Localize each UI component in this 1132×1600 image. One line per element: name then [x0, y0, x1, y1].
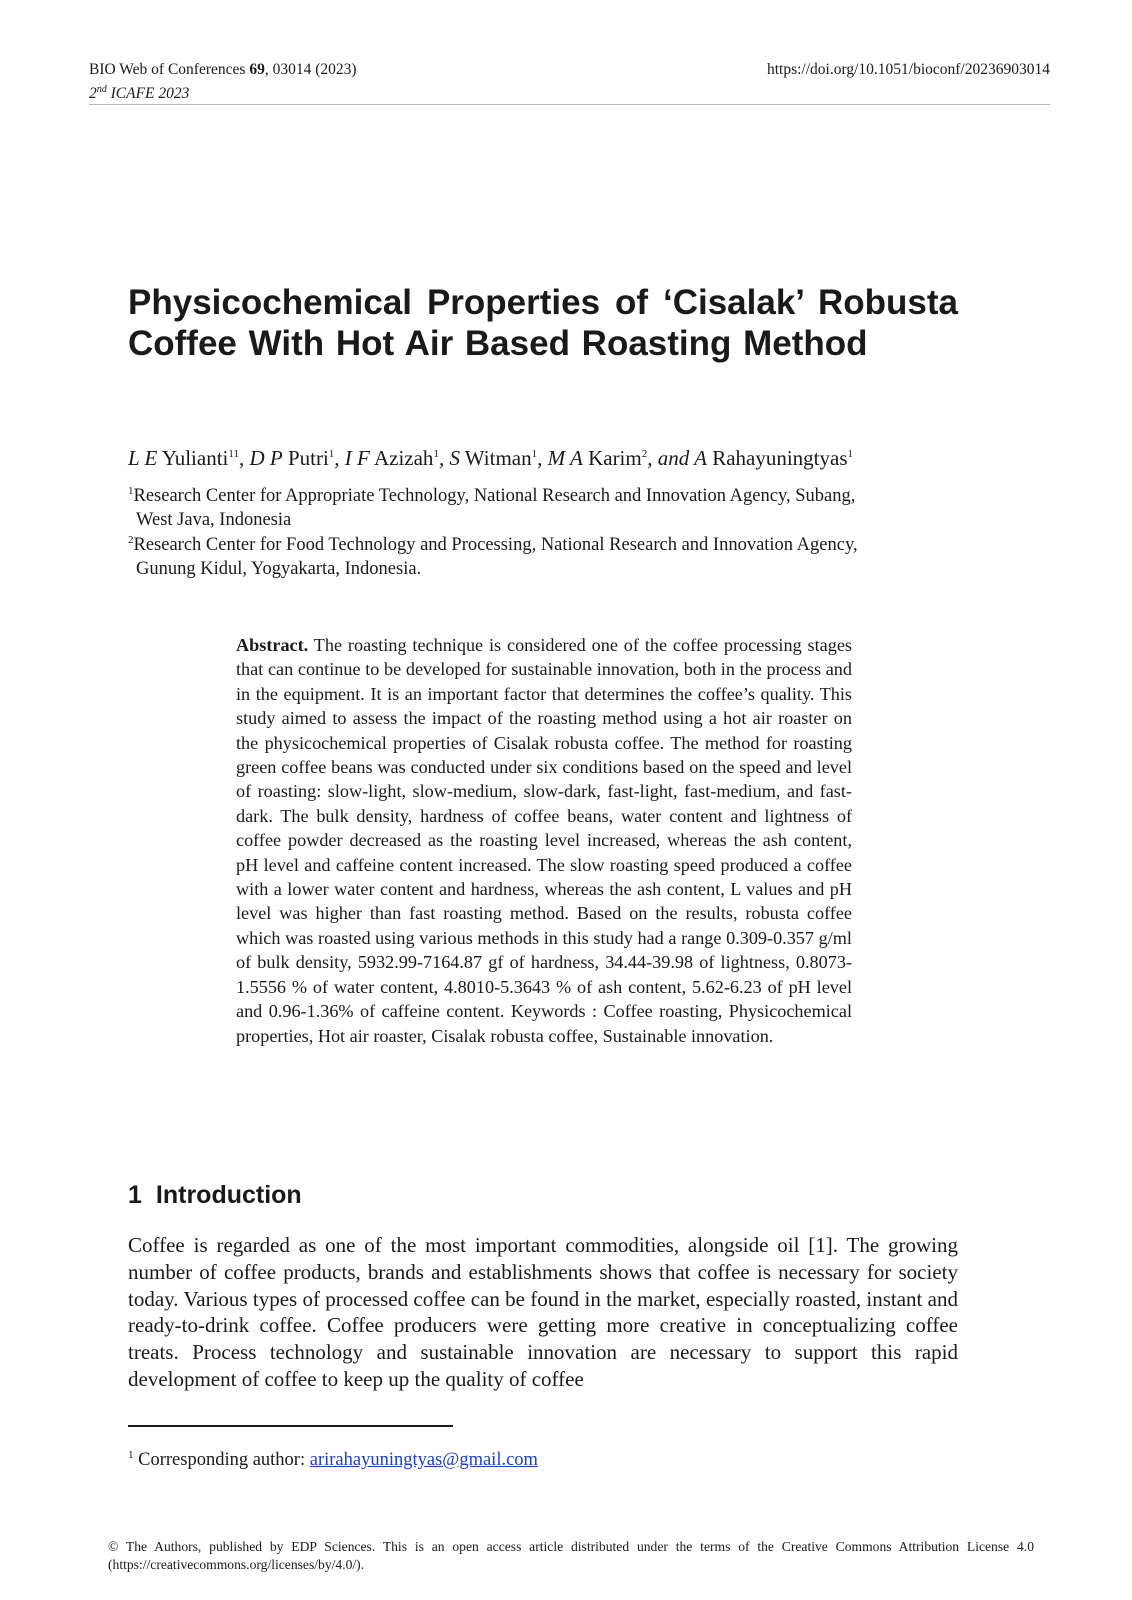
affiliation: $^2$Research Center for Food Technology and Processing, National Research and Innovation Agency, Gunung Kidul, Yogyakarta, Indonesia. — [128, 533, 858, 579]
author: L E Yulianti$^{11}$, — [128, 446, 250, 470]
conference-name: 2nd ICAFE 2023 — [89, 84, 190, 103]
doi-link[interactable]: https://doi.org/10.1051/bioconf/20236903014 — [766, 61, 1050, 78]
author-list — [128, 445, 853, 471]
abstract — [236, 633, 852, 1048]
author: D P Putri$^1$, — [249, 446, 345, 470]
journal-volume: 69 — [249, 61, 265, 78]
author: I F Azizah$^1$, — [344, 446, 450, 470]
author: and A Rahayuningtyas$^1$ — [657, 446, 853, 470]
section-number: 1 — [128, 1181, 142, 1209]
email-link[interactable]: arirahayuningtyas@gmail.com — [309, 1450, 538, 1470]
section-title: Introduction — [155, 1181, 302, 1209]
section-heading — [128, 1180, 302, 1210]
intro-paragraph: Coffee is regarded as one of the most important commodities, alongside oil [1]. The growing number of coffee products, brands and establishments shows that coffee is necessary for society today. Various types of processed coffee can be found in the market, especially roasted, instant and ready-to-drink coffee. Coffee producers were getting more creative in conceptualizing coffee treats. Process technology and sustainable innovation are necessary to support this rapid development of coffee to keep up the quality of coffee — [128, 1233, 958, 1391]
license-notice: © The Authors, published by EDP Sciences. This is an open access article distributed under the terms of the Creative Commons Attribution License 4.0 (https://creativecommons.org/licenses/by/4.0/). — [108, 1539, 1034, 1572]
abstract-text: The roasting technique is considered one of the coffee processing stages that can continue to be developed for sustainable innovation, both in the process and in the equipment. It is an important factor that determines the coffee’s quality. This study aimed to assess the impact of the roasting method using a hot air roaster on the physicochemical properties of Cisalak robusta coffee. The method for roasting green coffee beans was conducted under six conditions based on the speed and level of roasting: slow-light, slow-medium, slow-dark, fast-light, fast-medium, and fast-dark. The bulk density, hardness of coffee beans, water content and lightness of coffee powder decreased as the roasting level increased, whereas the ash content, pH level and caffeine content increased. The slow roasting speed produced a coffee with a lower water content and hardness, whereas the ash content, L values and pH level was higher than fast roasting method. Based on the results, robusta coffee which was roasted using various methods in this study had a range 0.309-0.357 g/ml of bulk density, 5932.99-7164.87 gf of hardness, 34.44-39.98 of lightness, 0.8073-1.5556 % of water content, 4.8010-5.3643 % of ash content, 5.62-6.23 of pH level and 0.96-1.36% of caffeine content. Keywords : Coffee roasting, Physicochemical properties, Hot air roaster, Cisalak robusta coffee, Sustainable innovation. — [236, 635, 852, 1046]
footnote-divider — [128, 1425, 453, 1427]
journal-citation: BIO Web of Conferences 69, 03014 (2023) — [89, 61, 357, 78]
footnote: $^1$ Corresponding author: arirahayuningtyas@gmail.com — [128, 1448, 538, 1470]
running-header-left — [89, 60, 357, 104]
abstract-label: Abstract. — [236, 635, 309, 655]
paper-title: Physicochemical Properties of ‘Cisalak’ Robusta Coffee With Hot Air Based Roasting Method — [128, 283, 958, 363]
author: M A Karim$^2$, — [547, 446, 658, 470]
author: S Witman$^1$, — [449, 446, 548, 470]
affiliation: $^1$Research Center for Appropriate Technology, National Research and Innovation Agency, Subang, West Java, Indonesia — [128, 484, 856, 530]
header-divider — [89, 104, 1050, 105]
